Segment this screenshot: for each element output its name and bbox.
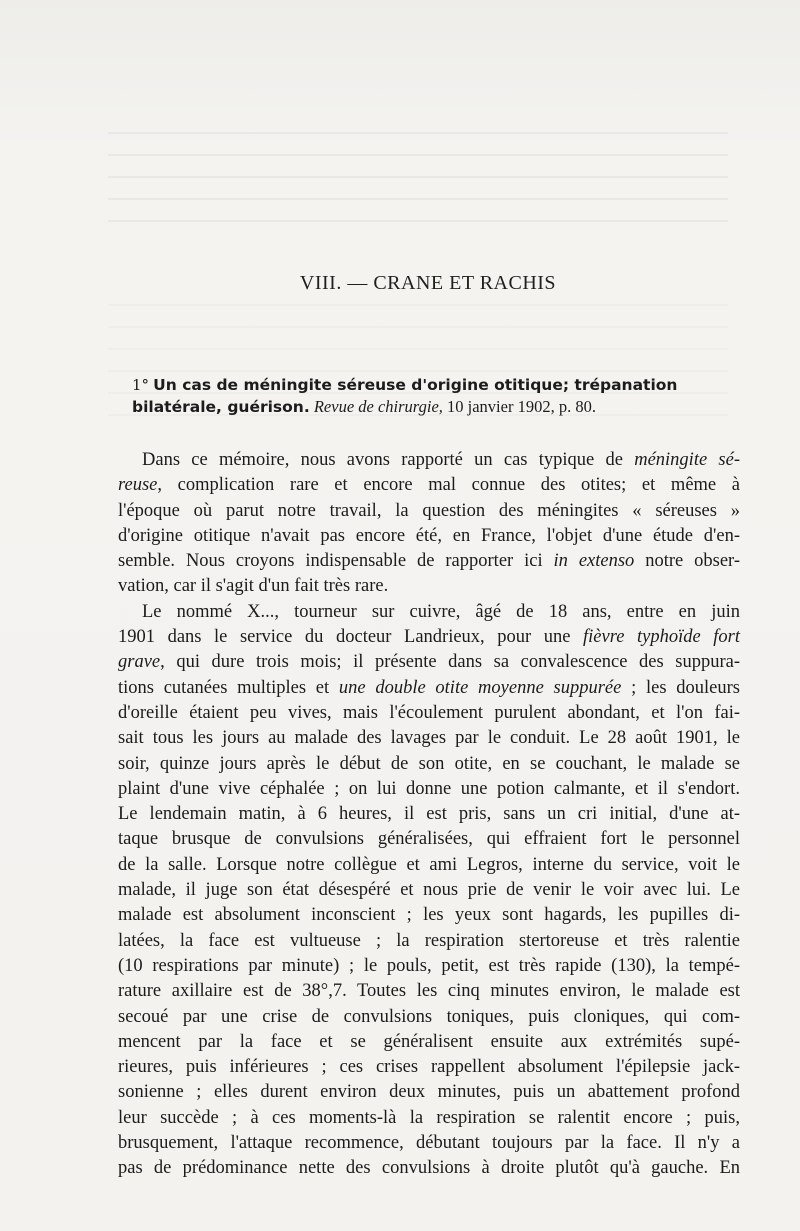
text-line: sait tous les jours au malade des lavages par le conduit. Le 28 août 1901, le [118, 728, 740, 749]
italic-term: méningite sé- [634, 450, 740, 470]
text-line: reuse, complication rare et encore mal connue des otites; et même à [118, 475, 740, 496]
text-line: semble. Nous croyons indispensable de rapporter ici in extenso notre obser- [118, 551, 740, 572]
article-number: 1° [132, 376, 150, 394]
text-line: Le nommé X..., tourneur sur cuivre, âgé de 18 ans, entre en juin [142, 601, 740, 622]
text-line: malade, il juge son état désespéré et nous prie de venir le voir avec lui. Le [118, 880, 740, 901]
text-line: rature axillaire est de 38°,7. Toutes les cinq minutes environ, le malade est [118, 981, 740, 1002]
text-line: soir, quinze jours après le début de son otite, en se couchant, le malade se [118, 753, 740, 774]
text-line: 1901 dans le service du docteur Landrieux, pour une fièvre typhoïde fort [118, 627, 741, 648]
section-heading [0, 272, 800, 295]
italic-term: une double otite moyenne suppurée [338, 677, 622, 698]
text-line: pas de prédominance nette des convulsions à droite plutôt qu'à gauche. En [118, 1158, 740, 1179]
text-line: malade est absolument inconscient ; les yeux sont hagards, les pupilles di- [118, 905, 740, 926]
article-citation: 10 janvier 1902, p. 80. [447, 397, 596, 416]
text-line: Le lendemain matin, à 6 heures, il est pris, sans un cri initial, d'une at- [118, 804, 740, 825]
italic-term: fièvre typhoïde fort [583, 627, 741, 648]
text-line: Dans ce mémoire, nous avons rapporté un cas typique de méningite sé- [142, 450, 740, 470]
text-line: brusquement, l'attaque recommence, débutant toujours par la face. Il n'y a [118, 1133, 740, 1154]
text-line: tions cutanées multiples et une double otite moyenne suppurée ; les douleurs [118, 677, 740, 698]
journal-name: Revue de chirurgie, [313, 397, 443, 416]
text-line: grave, qui dure trois mois; il présente dans sa convalescence des suppura- [118, 652, 740, 673]
text-line: (10 respirations par minute) ; le pouls, petit, est très rapide (130), la tempé- [118, 955, 740, 976]
italic-term: in extenso [553, 551, 635, 572]
text-line: secoué par une crise de convulsions toniques, puis cloniques, qui com- [118, 1006, 740, 1027]
body-text [118, 448, 740, 1182]
section-heading-text: VIII. — CRANE ET RACHIS [299, 272, 557, 294]
text-line: taque brusque de convulsions généralisées, qui effraient fort le personnel [118, 829, 740, 850]
paragraph [118, 600, 740, 1182]
paragraph [118, 448, 740, 600]
text-line: d'oreille étaient peu vives, mais l'écoulement purulent abondant, et l'on fai- [118, 702, 740, 723]
article-title: Un cas de méningite séreuse d'origine otitique; trépanation bilatérale, guérison. [132, 376, 678, 416]
text-line: sonienne ; elles durent environ deux minutes, puis un abattement profond [118, 1082, 740, 1103]
text-line: de la salle. Lorsque notre collègue et ami Legros, interne du service, voit le [118, 854, 740, 875]
text-line: rieures, puis inférieures ; ces crises rappellent absolument l'épilepsie jack- [118, 1057, 740, 1078]
text-line: leur succède ; à ces moments-là la respiration se ralentit encore ; puis, [118, 1107, 740, 1128]
text-line: mencent par la face et se généralisent ensuite aux extrémités supé- [118, 1031, 740, 1052]
text-line: vation, car il s'agit d'un fait très rare. [118, 576, 389, 597]
italic-term: reuse [118, 475, 158, 496]
italic-term: grave [118, 652, 161, 673]
show-through-text [108, 112, 728, 222]
article-reference [132, 374, 732, 418]
text-line: l'époque où parut notre travail, la question des méningites « séreuses » [118, 500, 740, 521]
text-line: latées, la face est vultueuse ; la respiration stertoreuse et très ralentie [118, 930, 740, 951]
text-line: d'origine otitique n'avait pas encore été, en France, l'objet d'une étude d'en- [118, 525, 740, 546]
text-line: plaint d'une vive céphalée ; on lui donne une potion calmante, et il s'endort. [118, 778, 740, 799]
